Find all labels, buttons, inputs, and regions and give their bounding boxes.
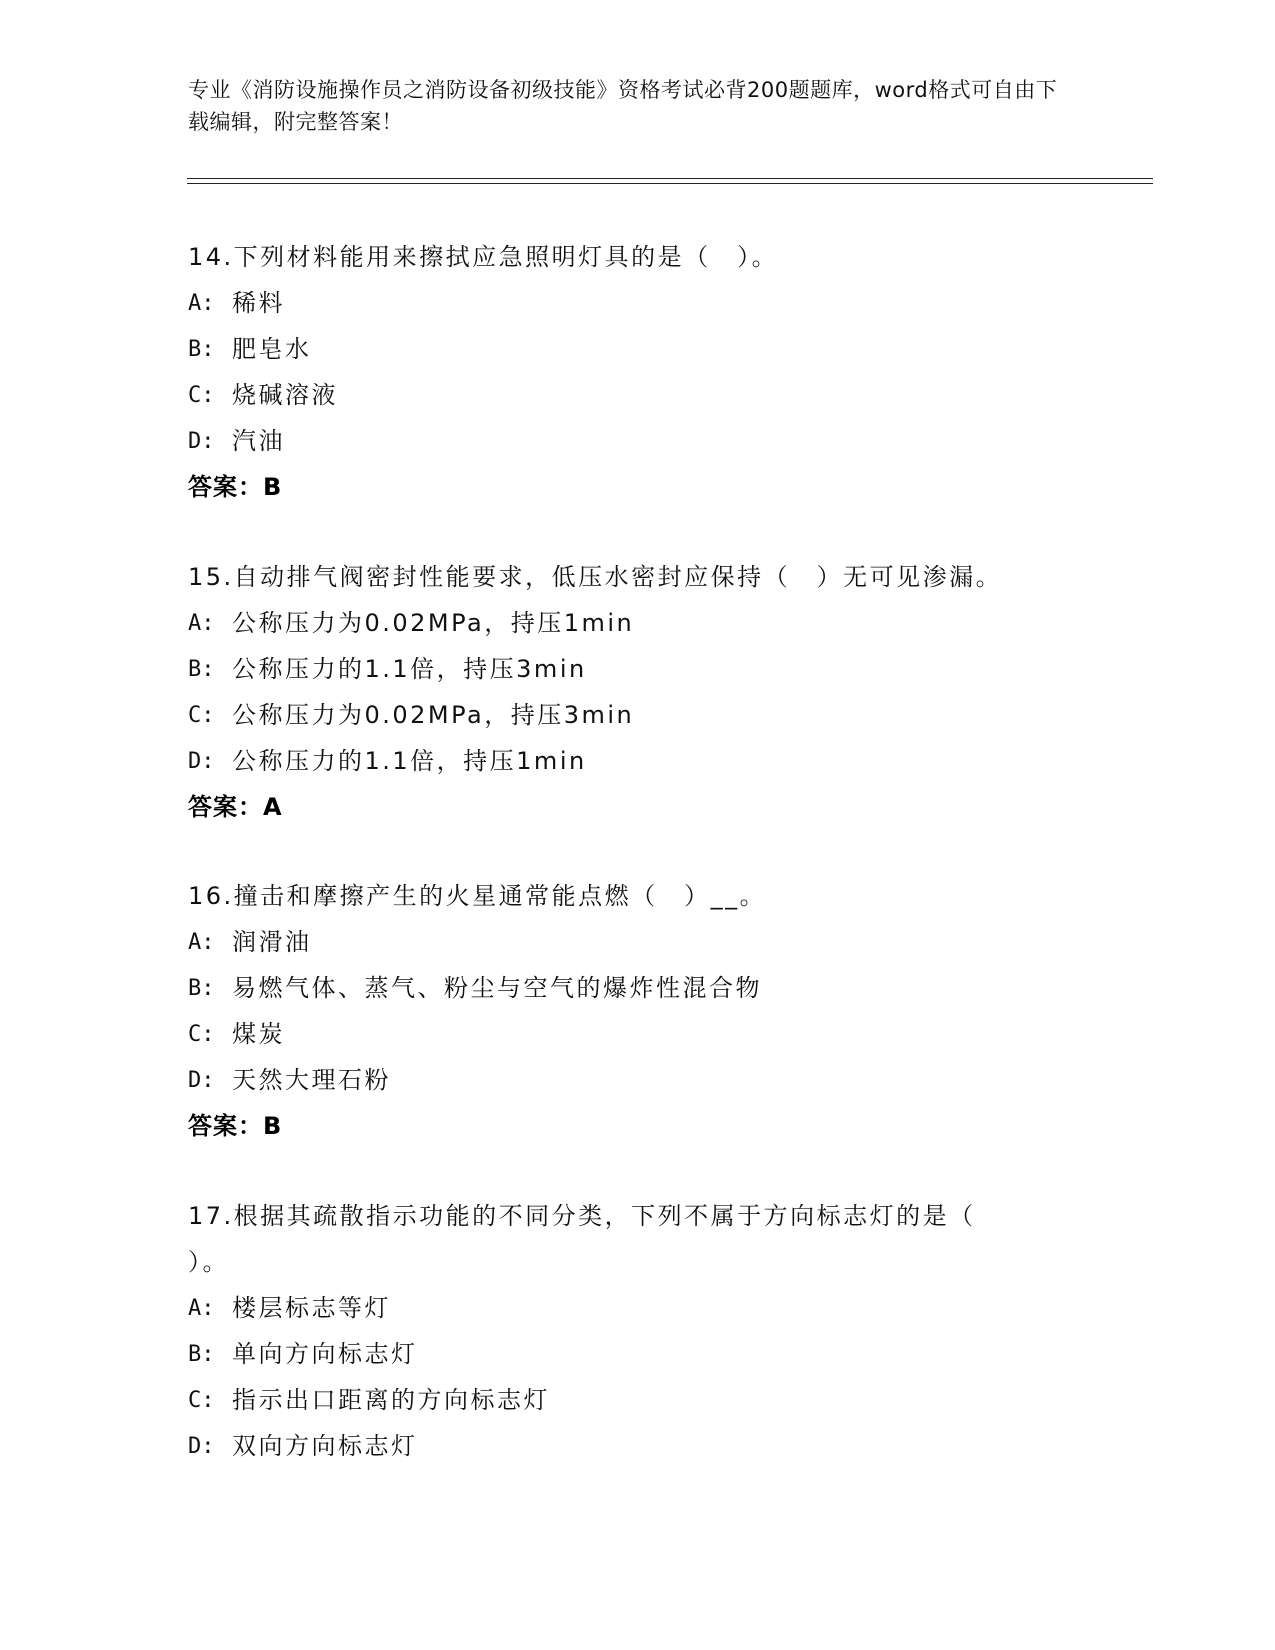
option-text: 指示出口距离的方向标志灯 <box>232 1385 550 1414</box>
option-label: D: <box>188 428 215 454</box>
option-d <box>188 1057 1088 1103</box>
option-c <box>188 692 1088 738</box>
document-header: 专业《消防设施操作员之消防设备初级技能》资格考试必背200题题库，word格式可自由下载编辑，附完整答案！ <box>188 78 1058 134</box>
option-text: 单向方向标志灯 <box>232 1339 418 1368</box>
option-text: 公称压力的1.1倍，持压1min <box>232 746 587 775</box>
option-label: D: <box>188 1067 215 1093</box>
option-text: 公称压力为0.02MPa，持压1min <box>232 608 635 637</box>
option-text: 润滑油 <box>232 927 312 956</box>
option-text: 肥皂水 <box>232 334 312 363</box>
header-divider-bottom <box>187 183 1153 184</box>
option-label: C: <box>188 1387 215 1413</box>
question-15 <box>188 554 1088 830</box>
option-c <box>188 1011 1088 1057</box>
option-d <box>188 418 1088 464</box>
option-text: 易燃气体、蒸气、粉尘与空气的爆炸性混合物 <box>232 973 762 1002</box>
option-b <box>188 1331 1088 1377</box>
question-17 <box>188 1193 1088 1469</box>
option-a <box>188 919 1088 965</box>
option-text: 楼层标志等灯 <box>232 1293 391 1322</box>
answer-line: 答案：B <box>188 1111 283 1140</box>
question-stem: 16.撞击和摩擦产生的火星通常能点燃（ ）__。 <box>188 881 767 910</box>
option-a <box>188 1285 1088 1331</box>
option-label: C: <box>188 702 215 728</box>
question-stem: 15.自动排气阀密封性能要求，低压水密封应保持（ ）无可见渗漏。 <box>188 562 1003 591</box>
option-a <box>188 280 1088 326</box>
option-a <box>188 600 1088 646</box>
option-text: 天然大理石粉 <box>232 1065 391 1094</box>
option-label: C: <box>188 1021 215 1047</box>
option-c <box>188 1377 1088 1423</box>
option-b <box>188 646 1088 692</box>
option-text: 双向方向标志灯 <box>232 1431 418 1460</box>
answer-line: 答案：B <box>188 472 283 501</box>
option-text: 烧碱溶液 <box>232 380 338 409</box>
option-text: 稀料 <box>232 288 285 317</box>
header-divider-top <box>187 178 1153 179</box>
option-c <box>188 372 1088 418</box>
option-label: A: <box>188 929 215 955</box>
option-text: 汽油 <box>232 426 285 455</box>
option-label: B: <box>188 1341 215 1367</box>
question-14 <box>188 234 1088 510</box>
option-text: 公称压力为0.02MPa，持压3min <box>232 700 635 729</box>
option-text: 公称压力的1.1倍，持压3min <box>232 654 587 683</box>
question-stem: 17.根据其疏散指示功能的不同分类，下列不属于方向标志灯的是（ <box>188 1201 976 1230</box>
option-label: C: <box>188 382 215 408</box>
option-label: D: <box>188 1433 215 1459</box>
option-text: 煤炭 <box>232 1019 285 1048</box>
answer-line: 答案：A <box>188 792 283 821</box>
option-d <box>188 1423 1088 1469</box>
question-stem-continuation: ）。 <box>188 1247 229 1276</box>
option-b <box>188 965 1088 1011</box>
option-b <box>188 326 1088 372</box>
option-label: B: <box>188 656 215 682</box>
option-label: D: <box>188 748 215 774</box>
option-d <box>188 738 1088 784</box>
option-label: A: <box>188 290 215 316</box>
question-stem: 14.下列材料能用来擦拭应急照明灯具的是（ ）。 <box>188 242 779 271</box>
question-16 <box>188 873 1088 1149</box>
option-label: A: <box>188 610 215 636</box>
option-label: B: <box>188 336 215 362</box>
option-label: A: <box>188 1295 215 1321</box>
option-label: B: <box>188 975 215 1001</box>
